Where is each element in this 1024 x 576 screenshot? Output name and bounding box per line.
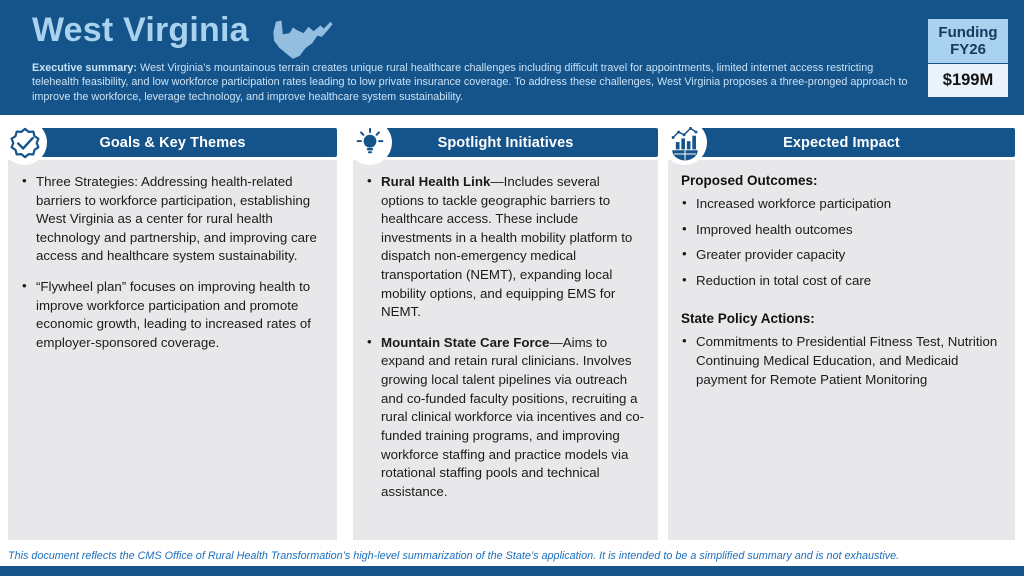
list-item: • “Flywheel plan” focuses on improving health to improve workforce participation and promote economic growth, leading to increased rates of employer-sponsored coverage. (21, 278, 324, 352)
list-item: • Commitments to Presidential Fitness Test, Nutrition Continuing Medical Education, and Medicaid payment for Remote Patient Monitoring (681, 333, 1002, 389)
west-virginia-state-shape-icon (258, 18, 334, 62)
initiative-description: —Includes several options to tackle geographic barriers to healthcare access. These include investments in a health mobility platform to dispatch non-emergency medical transportation (NEMT), expanding local mobility options, and equipping EMS for NEMT. (381, 174, 633, 320)
proposed-outcomes-section (681, 173, 1002, 290)
header-band (0, 0, 1024, 115)
bottom-bar (0, 566, 1024, 576)
list-item: • Improved health outcomes (681, 221, 1002, 240)
outcomes-bullet-list (681, 195, 1002, 290)
policy-bullet-list (681, 333, 1002, 389)
goals-bullet-list (21, 173, 324, 352)
state-policy-actions-section (681, 311, 1002, 389)
footer-disclaimer: This document reflects the CMS Office of Rural Health Transformation’s high-level summarization of the State’s application. It is intended to be a simplified summary and is not exhaustive. (8, 550, 900, 562)
column-impact-body (668, 160, 1015, 540)
list-item: • Greater provider capacity (681, 246, 1002, 265)
column-spotlight (353, 128, 658, 540)
spotlight-bullet-list (366, 173, 645, 501)
column-impact-header (668, 128, 1015, 157)
lightbulb-icon (347, 120, 392, 165)
list-item: • Increased workforce participation (681, 195, 1002, 214)
badge-check-icon (2, 120, 47, 165)
initiative-name: Rural Health Link (381, 174, 491, 189)
list-item (366, 334, 645, 501)
funding-label-line2: FY26 (950, 41, 986, 59)
initiative-description: —Aims to expand and retain rural clinicians. Involves growing local talent pipelines via outreach and co-funded faculty positions, recruiting a rural clinical workforce via incentives and co-funded training programs, and improving workforce staffing and practice models via rotational staffing pools and technical assistance. (381, 334, 645, 499)
executive-summary-text: West Virginia’s mountainous terrain creates unique rural healthcare challenges including difficult travel for appointments, limited internet access restricting telehealth feasibility, and low workforce participation rates leading to low private insurance coverage. To address these challenges, West Virginia proposes a three-pronged approach to improve the workforce, leverage technology, and improve healthcare system sustainability. (32, 62, 908, 103)
funding-box (928, 19, 1008, 97)
column-impact-title: Expected Impact (783, 134, 900, 151)
column-goals (8, 128, 337, 540)
column-impact (668, 128, 1015, 540)
bar-chart-globe-icon (662, 120, 707, 165)
executive-summary (32, 61, 908, 104)
executive-summary-label: Executive summary: (32, 62, 138, 74)
funding-label-line1: Funding (938, 24, 998, 41)
initiative-name: Mountain State Care Force (381, 334, 550, 350)
column-goals-header (8, 128, 337, 157)
funding-label (928, 19, 1008, 63)
column-spotlight-header (353, 128, 658, 157)
list-item: • Three Strategies: Addressing health-related barriers to workforce participation, establishing West Virginia as a center for rural health technology and partnership, and improving care access and healthcare system sustainability. (21, 173, 324, 266)
list-item: • Reduction in total cost of care (681, 272, 1002, 291)
list-item (366, 173, 645, 322)
column-goals-body (8, 160, 337, 540)
section-heading: Proposed Outcomes: (681, 173, 818, 188)
section-spacer (681, 297, 1002, 311)
column-goals-title: Goals & Key Themes (99, 134, 246, 151)
section-heading: State Policy Actions: (681, 311, 815, 327)
page-title: West Virginia (32, 11, 249, 49)
column-spotlight-body (353, 160, 658, 540)
funding-amount: $199M (928, 64, 1008, 97)
column-spotlight-title: Spotlight Initiatives (437, 134, 574, 151)
